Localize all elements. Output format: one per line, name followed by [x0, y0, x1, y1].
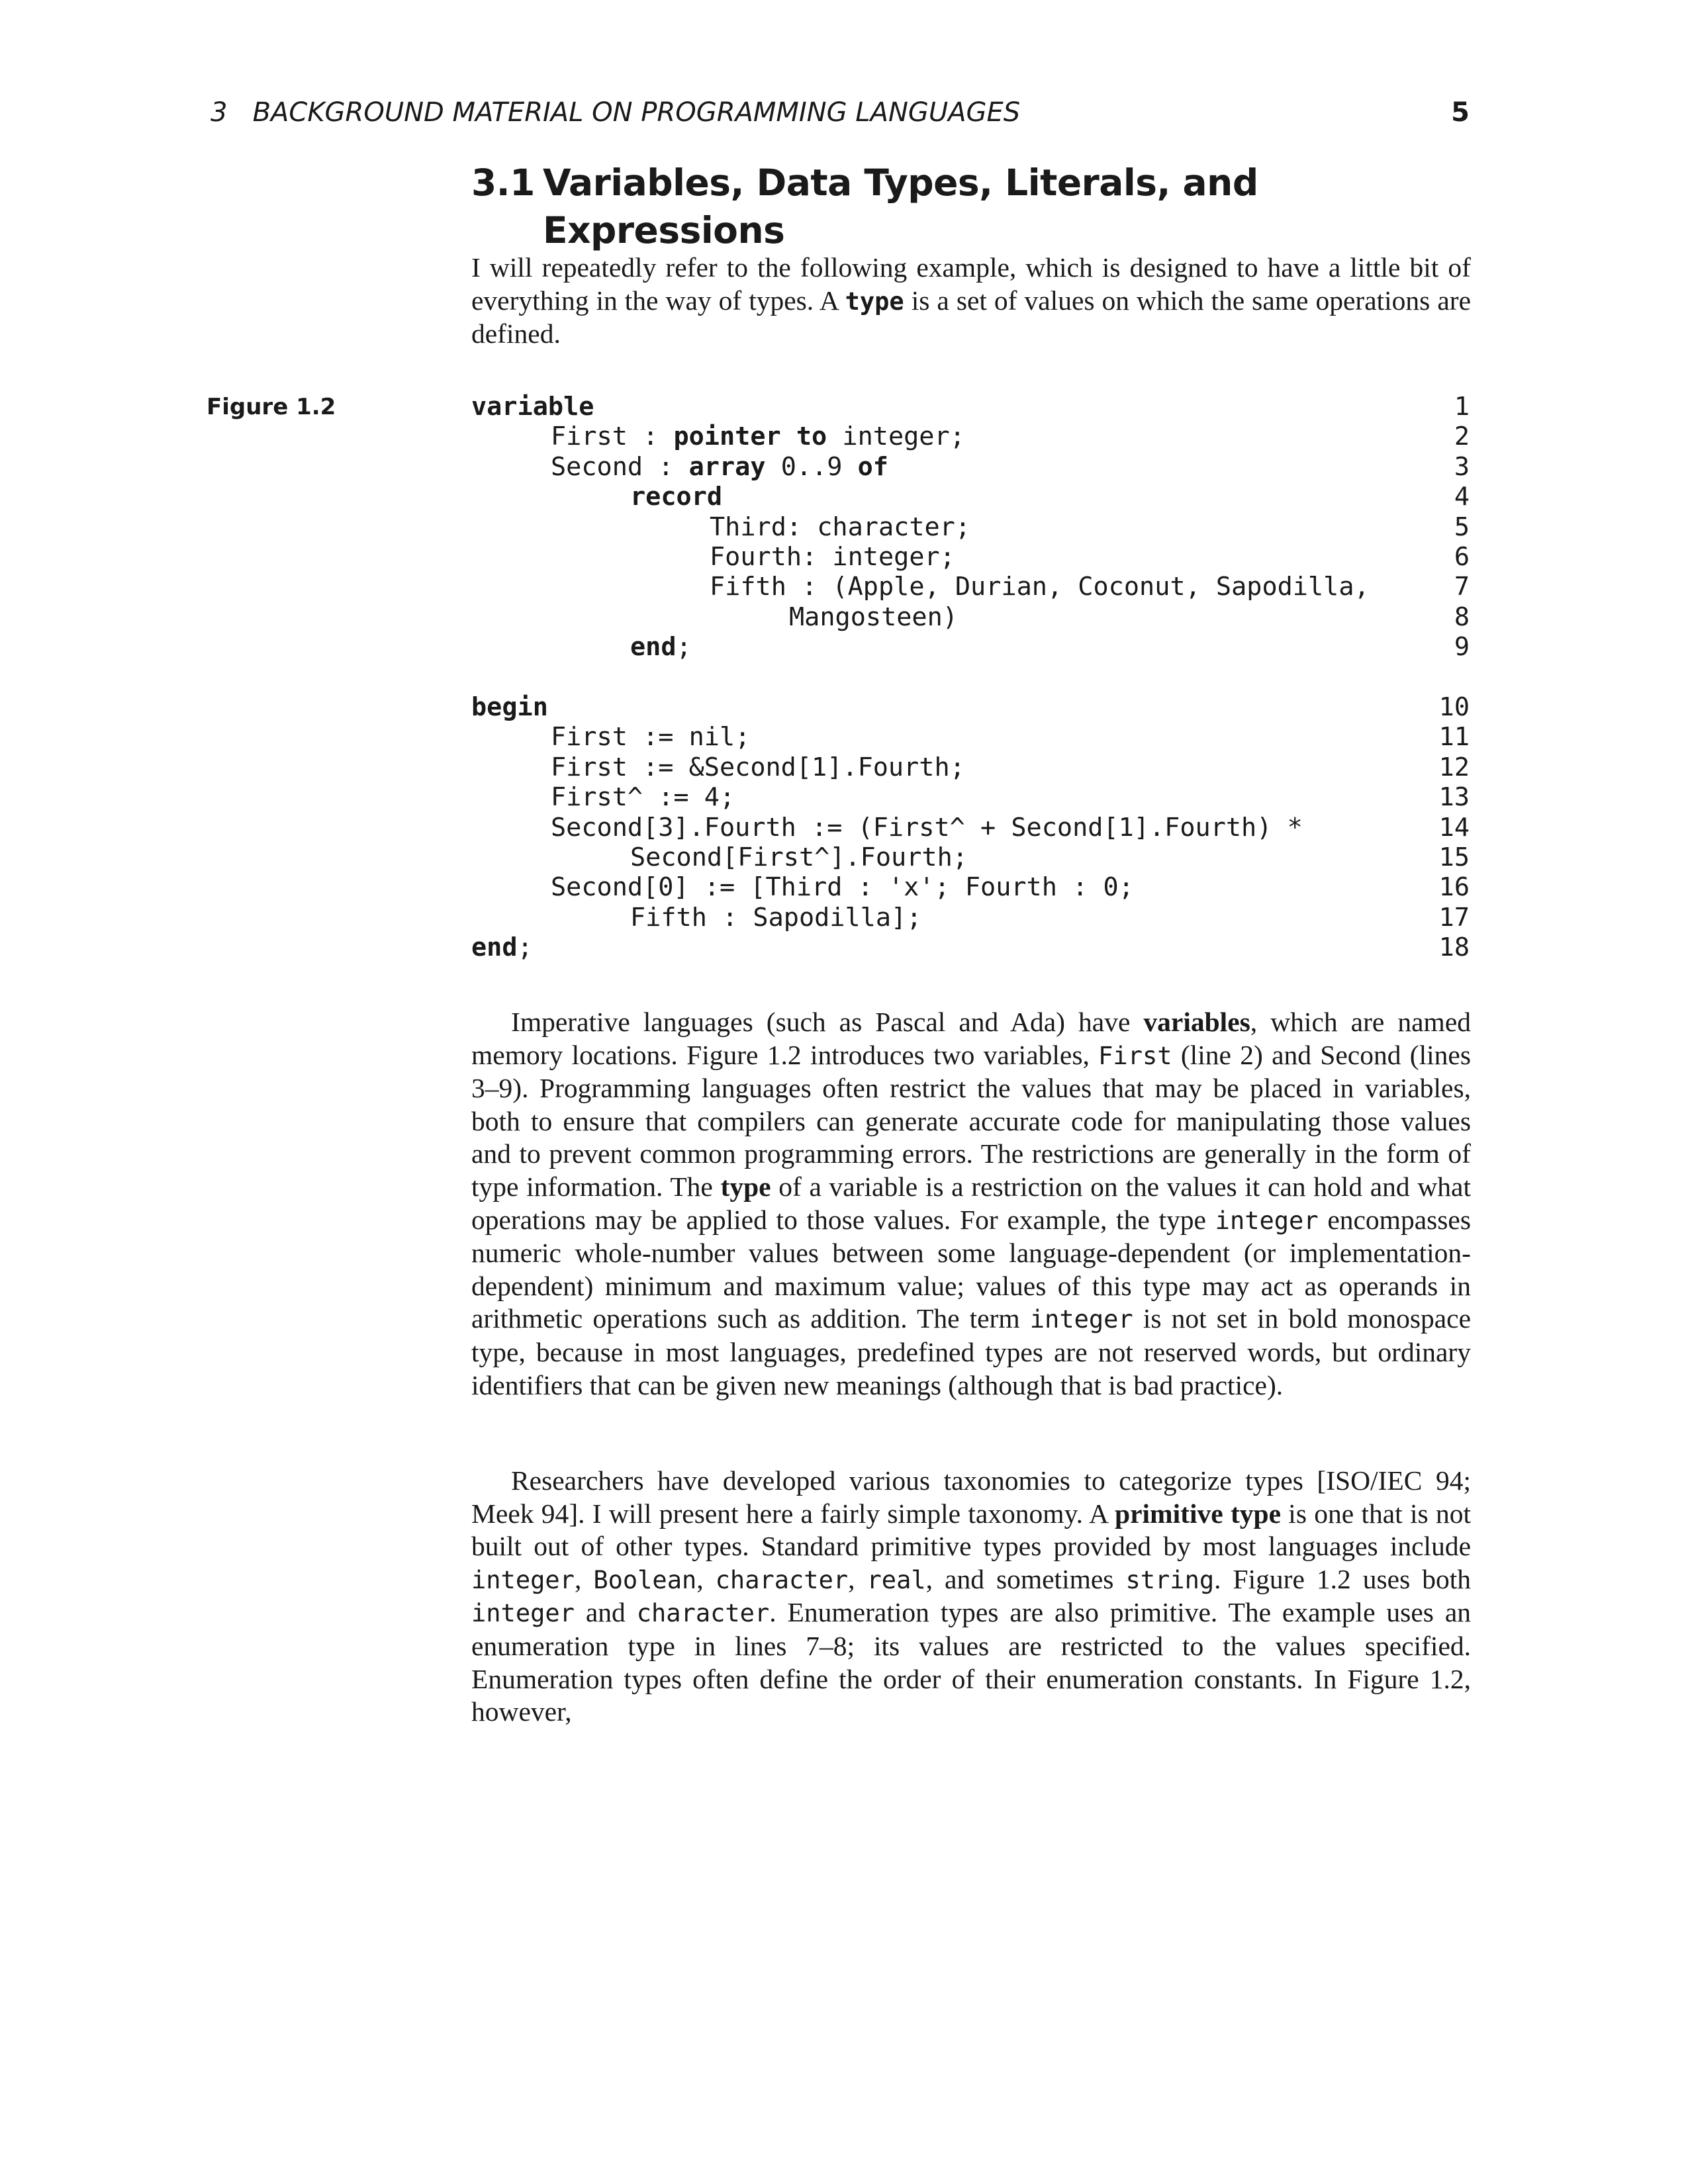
code-line	[471, 903, 1470, 933]
code-line-number: 10	[1438, 692, 1470, 722]
text-run: is not set in bold monospace type, because in most languages, predefined types are not reserved words, but ordinary identifiers that can be given new meanings (although that is bad practice).	[471, 1303, 1471, 1400]
code-line	[471, 782, 1470, 812]
code-line-number: 12	[1438, 752, 1470, 782]
code-line	[471, 813, 1470, 842]
code-line-text	[471, 452, 888, 482]
code-term: First	[1098, 1041, 1172, 1070]
code-line-text	[471, 692, 548, 722]
code-line	[471, 572, 1470, 602]
code-line	[471, 842, 1470, 872]
text-run: encompasses numeric whole-number values between some language-dependent (or implementation-dependent) minimum and maximum value; values of this type may act as operands in arithmetic operations such as addition. The term	[471, 1204, 1471, 1334]
code-token: Fourth: integer;	[710, 542, 955, 572]
code-token: First^ := 4;	[551, 782, 735, 813]
code-line	[471, 722, 1470, 752]
code-line-text	[471, 422, 965, 451]
code-line-text	[471, 632, 692, 662]
code-line	[471, 482, 1470, 512]
code-line-text	[471, 872, 1134, 902]
intro-text-after: is a set of values on which the same operations are defined.	[471, 285, 1471, 349]
code-token: Second :	[551, 451, 689, 482]
code-line-text	[471, 512, 970, 542]
text-run: , which are named memory locations. Figure 1.2 introduces two variables,	[471, 1007, 1471, 1070]
code-line-text	[471, 813, 1303, 842]
code-term: character	[636, 1599, 770, 1628]
code-line-text	[471, 392, 594, 422]
code-line-text	[471, 572, 1370, 602]
code-token: Second[0] := [Third : 'x'; Fourth : 0;	[551, 872, 1134, 903]
bold-term: type	[720, 1171, 771, 1202]
code-token: integer;	[827, 422, 965, 452]
code-line-number: 4	[1454, 482, 1470, 512]
intro-paragraph	[471, 251, 1471, 351]
code-line-number: 6	[1454, 542, 1470, 572]
page-number: 5	[1451, 97, 1470, 128]
section-heading	[471, 159, 1477, 254]
text-run: (line 2) and Second (lines 3–9). Programming languages often restrict the values that may be placed in variables, both to ensure that compilers can generate accurate code for manipulating those values and to prevent common programming errors. The restrictions are generally in the form of type information. The	[471, 1039, 1471, 1202]
code-token: 0..9	[765, 451, 858, 482]
code-keyword: variable	[471, 392, 594, 422]
code-line	[471, 392, 1470, 422]
code-line	[471, 692, 1470, 722]
code-token: First := nil;	[551, 722, 751, 752]
code-line-number: 16	[1438, 872, 1470, 903]
text-run: ,	[848, 1563, 867, 1594]
section-title-line-1: Variables, Data Types, Literals, and	[543, 161, 1258, 204]
figure-label: Figure 1.2	[207, 394, 336, 420]
code-line-text	[471, 782, 735, 812]
code-term: integer	[471, 1565, 575, 1594]
code-token: Second[First^].Fourth;	[630, 842, 968, 872]
code-line-number: 7	[1454, 572, 1470, 602]
code-line-number: 9	[1454, 632, 1470, 662]
code-term: Boolean	[593, 1565, 697, 1594]
code-line-text	[471, 542, 955, 572]
intro-term: type	[845, 287, 904, 316]
code-token: First :	[551, 422, 674, 452]
text-run: , and sometimes	[925, 1563, 1126, 1594]
code-line-number: 5	[1454, 512, 1470, 542]
code-token: Fifth : (Apple, Durian, Coconut, Sapodilla,	[710, 572, 1370, 602]
code-line-number: 14	[1438, 812, 1470, 842]
section-number: 3.1	[471, 161, 535, 204]
code-line	[471, 452, 1470, 482]
text-run: of a variable is a restriction on the values it can hold and what operations may be applied to those values. For example, the type	[471, 1171, 1471, 1235]
code-token: First := &Second[1].Fourth;	[551, 752, 965, 782]
intro-text-before: I will repeatedly refer to the following example, which is designed to have a little bit of everything in the way of types. A	[471, 252, 1471, 316]
code-line	[471, 602, 1470, 632]
code-term: integer	[471, 1599, 575, 1628]
code-line-number: 13	[1438, 782, 1470, 813]
code-token: ;	[676, 632, 692, 662]
bold-term: variables	[1143, 1007, 1250, 1037]
text-run: Researchers have developed various taxonomies to categorize types [ISO/IEC 94; Meek 94]. I will present here a fairly simple taxonomy. A	[471, 1465, 1471, 1529]
body-paragraph-2	[471, 1465, 1471, 1729]
text-run: ,	[574, 1563, 594, 1594]
code-line-number: 17	[1438, 902, 1470, 933]
code-token: Second[3].Fourth := (First^ + Second[1].Fourth) *	[551, 812, 1303, 842]
code-line-number: 1	[1454, 392, 1470, 422]
section-title-line-2: Expressions	[543, 209, 785, 251]
code-term: integer	[1215, 1206, 1319, 1235]
text-run: Imperative languages (such as Pascal and Ada) have	[511, 1007, 1144, 1037]
code-line-text	[471, 903, 921, 933]
code-line-text	[471, 482, 722, 512]
code-line	[471, 662, 1470, 692]
code-term: real	[867, 1565, 926, 1594]
code-line	[471, 632, 1470, 662]
code-line-text	[471, 722, 750, 752]
code-keyword: end	[630, 632, 677, 662]
code-token: ;	[517, 933, 533, 963]
code-keyword: begin	[471, 692, 548, 722]
code-keyword: pointer to	[673, 422, 827, 452]
running-head-title: 3 BACKGROUND MATERIAL ON PROGRAMMING LANGUAGES	[211, 97, 1021, 128]
code-line	[471, 422, 1470, 451]
code-keyword: array	[688, 451, 766, 482]
code-line	[471, 933, 1470, 962]
text-run: and	[574, 1597, 637, 1628]
text-run: . Figure 1.2 uses both	[1214, 1563, 1472, 1594]
body-paragraph-1	[471, 1006, 1471, 1402]
code-keyword: of	[857, 451, 888, 482]
code-keyword: end	[471, 933, 518, 963]
code-line-number: 3	[1454, 451, 1470, 482]
text-run: is one that is not built out of other types. Standard primitive types provided by most languages include	[471, 1498, 1471, 1562]
code-line-text	[471, 933, 533, 962]
code-keyword: record	[630, 482, 723, 512]
code-term: integer	[1029, 1305, 1133, 1334]
code-line-number: 15	[1438, 842, 1470, 872]
code-line-number: 8	[1454, 602, 1470, 632]
code-line	[471, 542, 1470, 572]
code-line-text	[471, 842, 968, 872]
code-line-number: 11	[1438, 722, 1470, 752]
text-run: ,	[696, 1563, 716, 1594]
code-line-text	[471, 752, 965, 782]
text-run: . Enumeration types are also primitive. The example uses an enumeration type in lines 7–8; its values are restricted to the values specified. Enumeration types often define the order of their enumeration constants. In Figure 1.2, however,	[471, 1597, 1472, 1727]
code-token: Mangosteen)	[789, 602, 958, 632]
running-head	[211, 93, 1470, 132]
code-token: Fifth : Sapodilla];	[630, 902, 922, 933]
code-term: character	[715, 1565, 849, 1594]
code-line	[471, 872, 1470, 902]
bold-term: primitive type	[1115, 1498, 1282, 1529]
code-line	[471, 752, 1470, 782]
code-line-number: 2	[1454, 422, 1470, 452]
code-token: Third: character;	[710, 512, 971, 542]
code-line-number: 18	[1438, 933, 1470, 963]
code-line-text	[471, 602, 958, 632]
code-term: string	[1125, 1565, 1215, 1594]
code-line	[471, 512, 1470, 542]
